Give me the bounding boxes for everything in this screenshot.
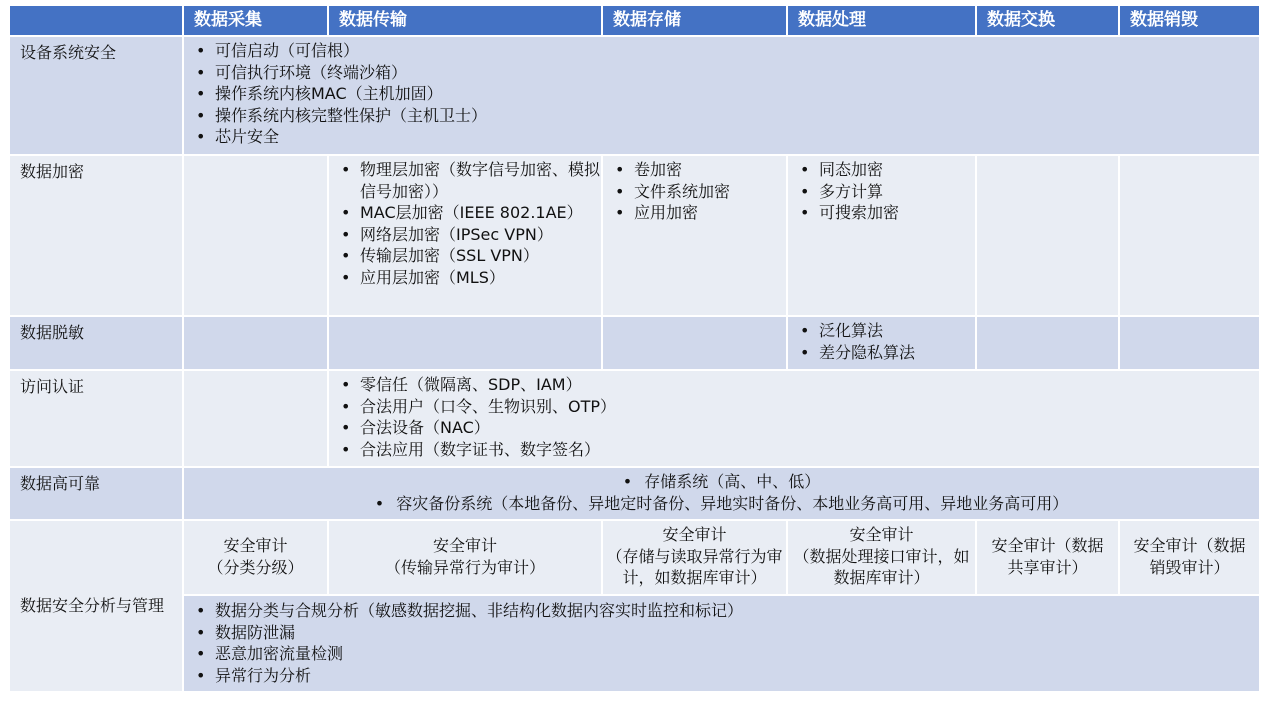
row-high-availability <box>9 467 1260 520</box>
list-item: • 文件系统加密 <box>613 181 786 203</box>
list-item: • 泛化算法 <box>798 320 975 342</box>
cell-encryption-destroy <box>1119 155 1260 316</box>
row-desensitization <box>9 316 1260 370</box>
audit-title: 安全审计 <box>223 536 288 555</box>
audit-title: 安全审计（数据 <box>991 536 1104 555</box>
row-label-encryption: 数据加密 <box>9 155 183 316</box>
header-stage-exchange: 数据交换 <box>976 5 1119 36</box>
access-auth-list <box>329 371 1259 460</box>
list-item: • 合法设备（NAC） <box>339 417 1259 439</box>
cell-encryption-exchange <box>976 155 1119 316</box>
list-item: • 传输层加密（SSL VPN） <box>339 245 601 267</box>
list-item: • 可信执行环境（终端沙箱） <box>194 62 1259 84</box>
row-access-auth <box>9 370 1260 467</box>
audit-exchange <box>976 520 1119 595</box>
list-item: • 操作系统内核MAC（主机加固） <box>194 83 1259 105</box>
audit-destroy <box>1119 520 1260 595</box>
header-stage-storage: 数据存储 <box>602 5 787 36</box>
audit-collect <box>183 520 328 595</box>
cell-desensitization-processing <box>787 316 976 370</box>
header-stage-processing: 数据处理 <box>787 5 976 36</box>
row-analysis <box>9 520 1260 595</box>
cell-access-auth <box>328 370 1260 467</box>
analysis-list <box>184 596 1259 686</box>
header-stage-collect: 数据采集 <box>183 5 328 36</box>
list-item: • 恶意加密流量检测 <box>194 643 1259 665</box>
list-item: • 应用加密 <box>613 202 786 224</box>
list-item: • 合法用户（口令、生物识别、OTP） <box>339 396 1259 418</box>
list-item: • 零信任（微隔离、SDP、IAM） <box>339 374 1259 396</box>
cell-desensitization-storage <box>602 316 787 370</box>
list-item: • 数据分类与合规分析（敏感数据挖掘、非结构化数据内容实时监控和标记） <box>194 600 1259 622</box>
list-item: • 网络层加密（IPSec VPN） <box>339 224 601 246</box>
row-label-device-security: 设备系统安全 <box>9 36 183 155</box>
high-availability-list <box>184 468 1259 514</box>
encryption-processing-list <box>788 156 975 224</box>
cell-device-security <box>183 36 1260 155</box>
header-stage-transfer: 数据传输 <box>328 5 602 36</box>
list-item: • 差分隐私算法 <box>798 342 975 364</box>
list-item: • 应用层加密（MLS） <box>339 267 601 289</box>
list-item: • 异常行为分析 <box>194 665 1259 687</box>
row-encryption <box>9 155 1260 316</box>
row-label-desensitization: 数据脱敏 <box>9 316 183 370</box>
cell-access-auth-collect <box>183 370 328 467</box>
list-item: • 可信启动（可信根） <box>194 40 1259 62</box>
audit-title: 安全审计 <box>662 525 727 544</box>
list-item: • 数据防泄漏 <box>194 622 1259 644</box>
audit-detail: （存储与读取异常行为审计，如数据库审计） <box>606 546 783 587</box>
cell-encryption-collect <box>183 155 328 316</box>
row-label-analysis: 数据安全分析与管理 <box>9 520 183 692</box>
audit-title: 安全审计 <box>849 525 914 544</box>
cell-desensitization-exchange <box>976 316 1119 370</box>
cell-desensitization-transfer <box>328 316 602 370</box>
encryption-transfer-list <box>329 156 601 288</box>
audit-storage <box>602 520 787 595</box>
desensitization-list <box>788 317 975 363</box>
list-item: • 卷加密 <box>613 159 786 181</box>
list-item: • 物理层加密（数字信号加密、模拟信号加密）） <box>339 159 601 202</box>
list-item: • 存储系统（高、中、低） <box>184 471 1259 493</box>
list-item: • 操作系统内核完整性保护（主机卫士） <box>194 105 1259 127</box>
audit-detail: 销毁审计） <box>1149 557 1230 577</box>
row-device-security <box>9 36 1260 155</box>
encryption-storage-list <box>603 156 786 224</box>
list-item: • 合法应用（数字证书、数字签名） <box>339 439 1259 461</box>
audit-detail: （数据处理接口审计，如数据库审计） <box>793 546 970 587</box>
header-row <box>9 5 1260 36</box>
cell-encryption-transfer <box>328 155 602 316</box>
cell-desensitization-destroy <box>1119 316 1260 370</box>
header-corner <box>9 5 183 36</box>
audit-transfer <box>328 520 602 595</box>
audit-detail: 共享审计） <box>1007 557 1088 577</box>
header-stage-destroy: 数据销毁 <box>1119 5 1260 36</box>
device-security-list <box>184 37 1259 148</box>
list-item: • 可搜索加密 <box>798 202 975 224</box>
cell-encryption-processing <box>787 155 976 316</box>
cell-analysis-items <box>183 595 1260 692</box>
audit-title: 安全审计（数据 <box>1133 536 1246 555</box>
list-item: • MAC层加密（IEEE 802.1AE） <box>339 202 601 224</box>
cell-encryption-storage <box>602 155 787 316</box>
cell-desensitization-collect <box>183 316 328 370</box>
list-item: • 芯片安全 <box>194 126 1259 148</box>
list-item: • 同态加密 <box>798 159 975 181</box>
audit-title: 安全审计 <box>432 536 497 555</box>
audit-detail: （传输异常行为审计） <box>384 557 545 577</box>
list-item: • 容灾备份系统（本地备份、异地定时备份、异地实时备份、本地业务高可用、异地业务高可用） <box>184 493 1259 515</box>
cell-high-availability <box>183 467 1260 520</box>
row-analysis-items <box>9 595 1260 692</box>
data-security-matrix <box>8 4 1261 693</box>
list-item: • 多方计算 <box>798 181 975 203</box>
audit-detail: （分类分级） <box>207 557 304 577</box>
audit-processing <box>787 520 976 595</box>
row-label-access-auth: 访问认证 <box>9 370 183 467</box>
row-label-high-availability: 数据高可靠 <box>9 467 183 520</box>
